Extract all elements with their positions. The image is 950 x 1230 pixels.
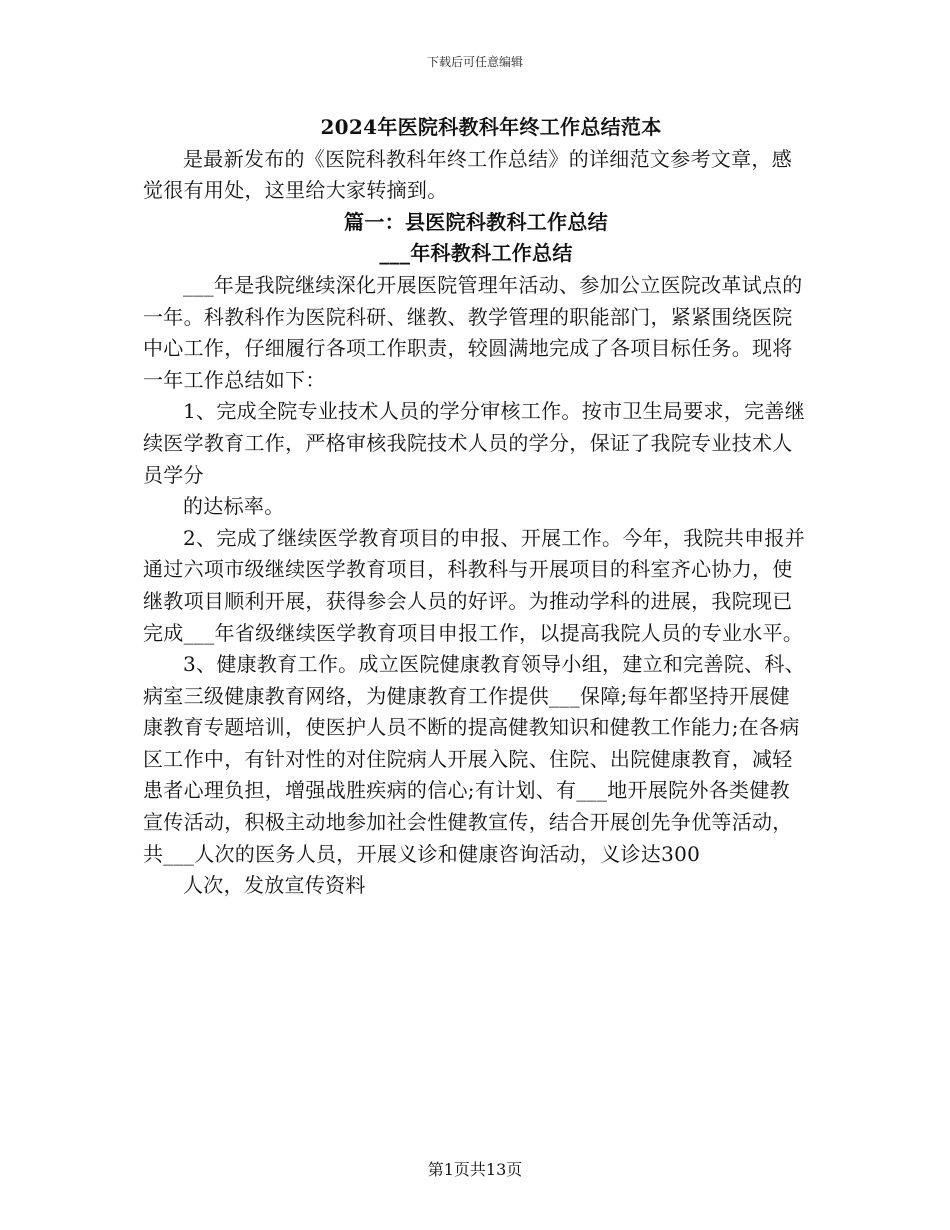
paragraph: 的达标率。 <box>183 494 285 519</box>
paragraph: 人次，发放宣传资料 <box>183 873 366 898</box>
paragraph: ___年是我院继续深化开展医院管理年活动、参加公立医院改革试点的一年。科教科作为医院科研、继教、教学管理的职能部门，紧紧围绕医院中心工作，仔细履行各项工作职责，较圆满地完成了各项目标任务。现将一年工作总结如下： <box>143 272 803 392</box>
header-note: 下载后可任意编辑 <box>426 55 523 69</box>
document-body <box>143 112 809 902</box>
paragraph: 2、完成了继续医学教育项目的申报、开展工作。今年，我院共申报并通过六项市级继续医学教育项目，科教科与开展项目的科室齐心协力，使继教项目顺利开展，获得参会人员的好评。为推动学科的进展，我院现已完成___年省级继续医学教育项目申报工作，以提高我院人员的专业水平。 <box>143 525 806 645</box>
document-title: 2024年医院科教科年终工作总结范本 <box>320 115 662 139</box>
section-title: 篇一：县医院科教科工作总结 <box>344 209 608 234</box>
paragraph: 1、完成全院专业技术人员的学分审核工作。按市卫生局要求，完善继续医学教育工作，严格审核我院技术人员的学分，保证了我院专业技术人员学分 <box>143 399 806 487</box>
section-subtitle: ___年科教科工作总结 <box>379 241 573 266</box>
page-number: 第1页共13页 <box>427 1160 523 1179</box>
intro-paragraph: 是最新发布的《医院科教科年终工作总结》的详细范文参考文章，感觉很有用处，这里给大家转摘到。 <box>143 146 792 203</box>
paragraph: 3、健康教育工作。成立医院健康教育领导小组，建立和完善院、科、病室三级健康教育网络，为健康教育工作提供___保障;每年都坚持开展健康教育专题培训，使医护人员不断的提高健教知识和健教工作能力;在各病区工作中，有针对性的对住院病人开展入院、住院、出院健康教育，减轻患者心理负担，增强战胜疾病的信心;有计划、有___地开展院外各类健教宣传活动，积极主动地参加社会性健教宣传，结合开展创先争优等活动，共___人次的医务人员，开展义诊和健康咨询活动，义诊达300 <box>143 652 806 866</box>
